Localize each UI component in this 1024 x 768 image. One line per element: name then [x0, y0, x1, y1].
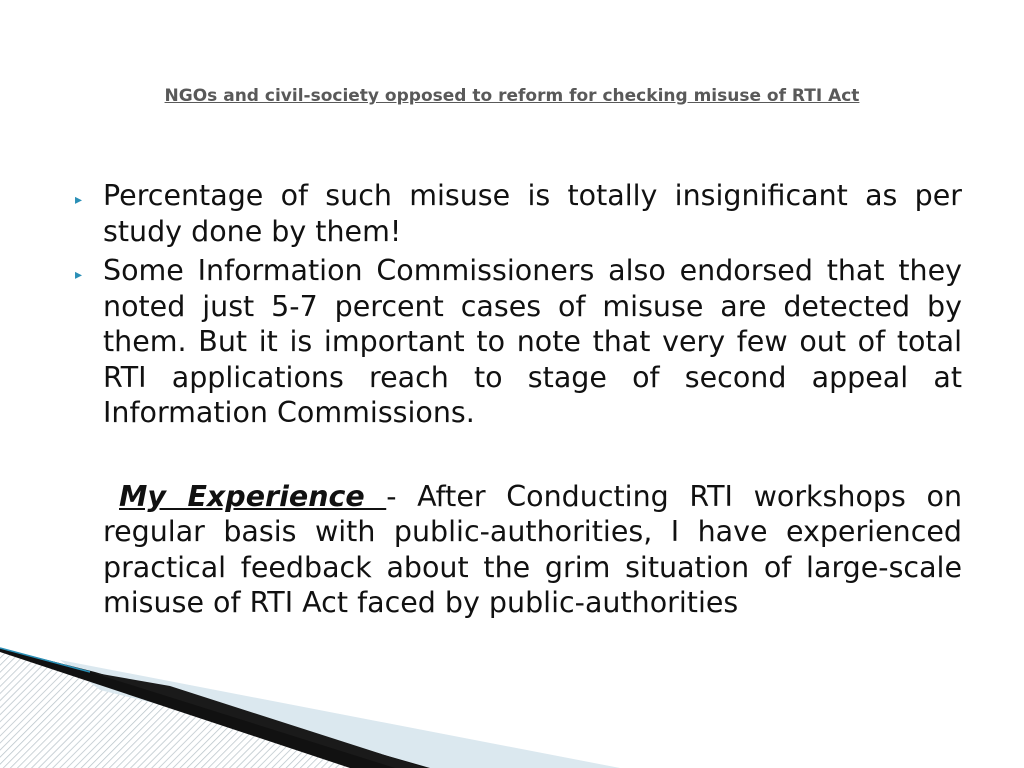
dark-wave-shape	[0, 648, 430, 768]
experience-paragraph	[72, 479, 962, 621]
dark-wave-shape	[90, 672, 425, 768]
bullet-item	[72, 178, 962, 249]
hatched-corner-shape	[0, 650, 430, 768]
experience-label: My Experience	[119, 479, 387, 513]
accent-line	[0, 648, 90, 672]
bullet-arrow-icon: ▸	[75, 267, 83, 283]
experience-text: - After Conducting RTI workshops on regular basis with public-authorities, I have experienced practical feedback about the grim situation of large-scale misuse of RTI Act faced by public-authorities	[103, 479, 963, 619]
bullet-text: Some Information Commissioners also endorsed that they noted just 5-7 percent cases of misuse are detected by them. But it is important to note that very few out of total RTI applications reach to stage of second appeal at Information Commissions.	[103, 254, 962, 429]
slide-title: NGOs and civil-society opposed to reform for checking misuse of RTI Act	[164, 86, 860, 106]
bullet-item	[72, 253, 962, 431]
bullet-text: Percentage of such misuse is totally insignificant as per study done by them!	[103, 179, 962, 248]
light-wave-shape	[60, 660, 620, 768]
bullet-arrow-icon: ▸	[75, 192, 83, 208]
slide-body	[72, 178, 962, 621]
